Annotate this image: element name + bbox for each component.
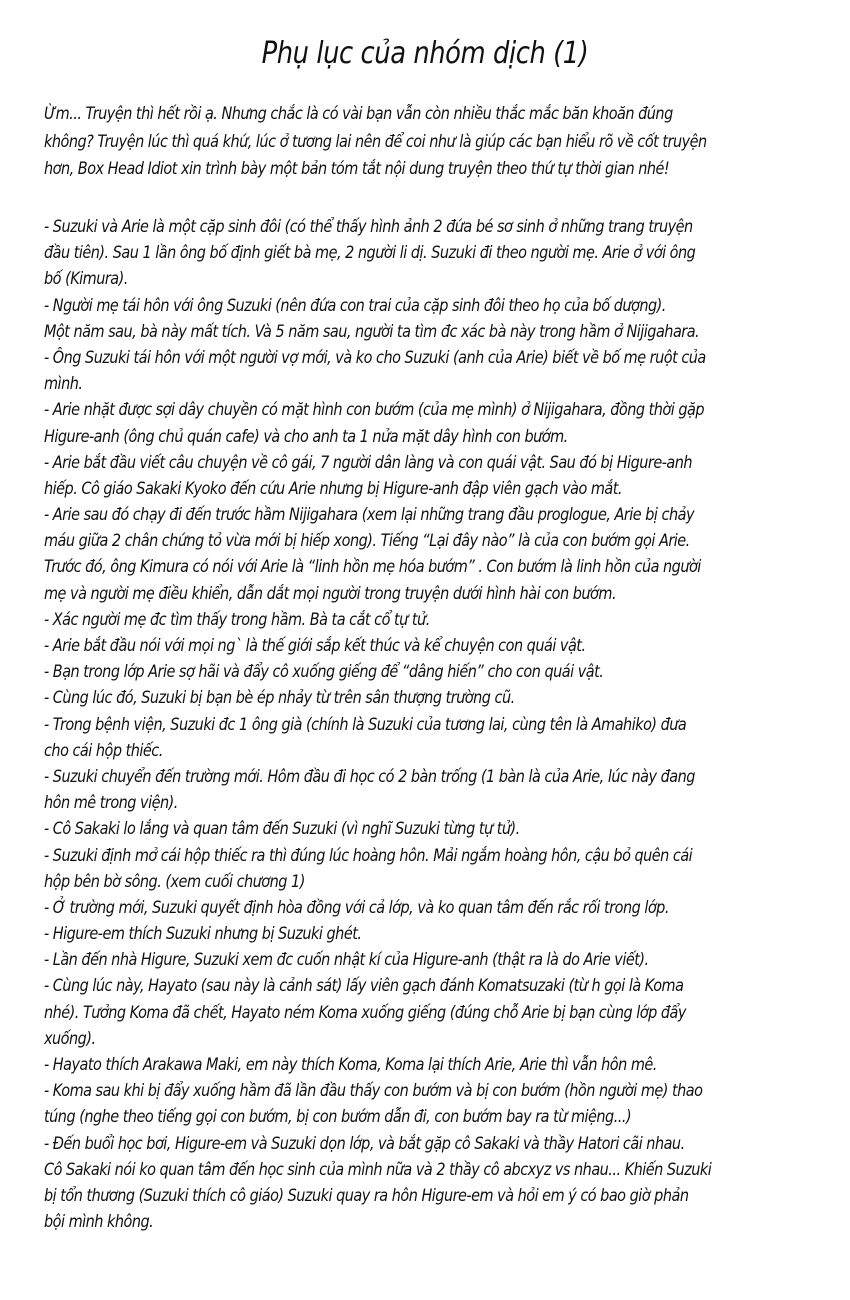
text-line: - Xác người mẹ đc tìm thấy trong hầm. Bà ta cắt cổ tự tử. bbox=[44, 609, 430, 630]
text-line: hôn mê trong viện). bbox=[44, 793, 178, 814]
text-line: - Trong bệnh viện, Suzuki đc 1 ông già (chính là Suzuki của tương lai, cùng tên là Amahiko) đưa bbox=[44, 714, 687, 735]
text-line: hiếp. Cô giáo Sakaki Kyoko đến cứu Arie nhưng bị Higure-anh đập viên gạch vào mắt. bbox=[44, 478, 623, 499]
text-line: Cô Sakaki nói ko quan tâm đến học sinh của mình nữa và 2 thầy cô abcxyz vs nhau... Khiến Suzuki bbox=[44, 1159, 712, 1180]
text-line: Trước đó, ông Kimura có nói với Arie là “linh hồn mẹ hóa bướm” . Con bướm là linh hồn của người bbox=[44, 557, 701, 578]
timeline-summary bbox=[44, 214, 844, 1235]
text-line: túng (nghe theo tiếng gọi con bướm, bị con bướm dẫn đi, con bướm bay ra từ miệng...) bbox=[44, 1107, 632, 1128]
text-line: bội mình không. bbox=[44, 1212, 154, 1233]
intro-line: Ừm... Truyện thì hết rồi ạ. Nhưng chắc là có vài bạn vẫn còn nhiều thắc mắc băn khoăn đúng bbox=[44, 104, 673, 124]
text-line: - Người mẹ tái hôn với ông Suzuki (nên đứa con trai của cặp sinh đôi theo họ của bố dượng). bbox=[44, 295, 666, 316]
text-line: mình. bbox=[44, 374, 83, 395]
text-line: Một năm sau, bà này mất tích. Và 5 năm sau, người ta tìm đc xác bà này trong hầm ở Nijigahara. bbox=[44, 321, 700, 342]
text-line: - Bạn trong lớp Arie sợ hãi và đẩy cô xuống giếng để “dâng hiến” cho con quái vật. bbox=[44, 662, 604, 683]
text-line: - Arie nhặt được sợi dây chuyền có mặt hình con bướm (của mẹ mình) ở Nijigahara, đồng thời gặp bbox=[44, 400, 705, 421]
text-line: - Suzuki và Arie là một cặp sinh đôi (có thể thấy hình ảnh 2 đứa bé sơ sinh ở những trang truyện bbox=[44, 217, 693, 237]
text-line: - Hayato thích Arakawa Maki, em này thích Koma, Koma lại thích Arie, Arie thì vẫn hôn mê. bbox=[44, 1055, 657, 1075]
text-line: - Koma sau khi bị đẩy xuống hầm đã lần đầu thấy con bướm và bị con bướm (hồn người mẹ) thao bbox=[44, 1081, 703, 1102]
text-line: bị tổn thương (Suzuki thích cô giáo) Suzuki quay ra hôn Higure-em và hỏi em ý có bao giờ phản bbox=[44, 1185, 689, 1206]
page-title: Phụ lục của nhóm dịch (1) bbox=[261, 36, 589, 71]
text-line: mẹ và người mẹ điều khiển, dẫn dắt mọi người trong truyện dưới hình hài con bướm. bbox=[44, 583, 617, 604]
text-line: - Arie sau đó chạy đi đến trước hầm Nijigahara (xem lại những trang đầu proglogue, Arie bị chảy bbox=[44, 505, 694, 526]
text-line: - Đến buổi học bơi, Higure-em và Suzuki dọn lớp, và bắt gặp cô Sakaki và thầy Hatori cãi nhau. bbox=[44, 1133, 685, 1154]
intro-line: không? Truyện lúc thì quá khứ, lúc ở tương lai nên để coi như là giúp các bạn hiểu rõ về cốt truyện bbox=[44, 131, 707, 152]
text-line: máu giữa 2 chân chứng tỏ vừa mới bị hiếp xong). Tiếng “Lại đây nào” là của con bướm gọi Arie. bbox=[44, 531, 690, 552]
text-line: cho cái hộp thiếc. bbox=[44, 740, 163, 761]
text-line: - Arie bắt đầu nói với mọi ng` là thế giới sắp kết thúc và kể chuyện con quái vật. bbox=[44, 636, 586, 656]
text-line: - Arie bắt đầu viết câu chuyện về cô gái, 7 người dân làng và con quái vật. Sau đó bị Higure-anh bbox=[44, 452, 693, 473]
text-line: Higure-anh (ông chủ quán cafe) và cho anh ta 1 nửa mặt dây hình con bướm. bbox=[44, 426, 568, 447]
text-line: nhé). Tưởng Koma đã chết, Hayato ném Koma xuống giếng (đúng chỗ Arie bị bạn cùng lớp đẩy bbox=[44, 1002, 686, 1023]
text-line: hộp bên bờ sông. (xem cuối chương 1) bbox=[44, 871, 305, 892]
text-line: - Ông Suzuki tái hôn với một người vợ mới, và ko cho Suzuki (anh của Arie) biết về bố mẹ ruột của bbox=[44, 347, 706, 368]
text-line: - Ở trường mới, Suzuki quyết định hòa đồng với cả lớp, và ko quan tâm đến rắc rối trong lớp. bbox=[44, 897, 669, 918]
text-line: - Suzuki định mở cái hộp thiếc ra thì đúng lúc hoàng hôn. Mải ngắm hoàng hôn, cậu bỏ quên cái bbox=[44, 845, 693, 866]
intro-line: hơn, Box Head Idiot xin trình bày một bản tóm tắt nội dung truyện theo thứ tự thời gian nhé! bbox=[44, 159, 670, 179]
text-line: đầu tiên). Sau 1 lần ông bố định giết bà mẹ, 2 người li dị. Suzuki đi theo người mẹ. Arie ở với ông bbox=[44, 243, 696, 264]
text-line: - Suzuki chuyển đến trường mới. Hôm đầu đi học có 2 bàn trống (1 bàn là của Arie, lúc này đang bbox=[44, 766, 695, 787]
text-line: - Higure-em thích Suzuki nhưng bị Suzuki ghét. bbox=[44, 924, 362, 945]
text-line: - Cô Sakaki lo lắng và quan tâm đến Suzuki (vì nghĩ Suzuki từng tự tử). bbox=[44, 819, 520, 840]
text-line: xuống). bbox=[44, 1028, 96, 1049]
text-line: - Cùng lúc này, Hayato (sau này là cảnh sát) lấy viên gạch đánh Komatsuzaki (từ h gọi là Koma bbox=[44, 976, 684, 997]
intro-paragraph bbox=[44, 101, 844, 184]
text-line: - Lần đến nhà Higure, Suzuki xem đc cuốn nhật kí của Higure-anh (thật ra là do Arie viết). bbox=[44, 950, 649, 971]
text-line: bố (Kimura). bbox=[44, 269, 128, 290]
text-line: - Cùng lúc đó, Suzuki bị bạn bè ép nhảy từ trên sân thượng trường cũ. bbox=[44, 688, 515, 709]
